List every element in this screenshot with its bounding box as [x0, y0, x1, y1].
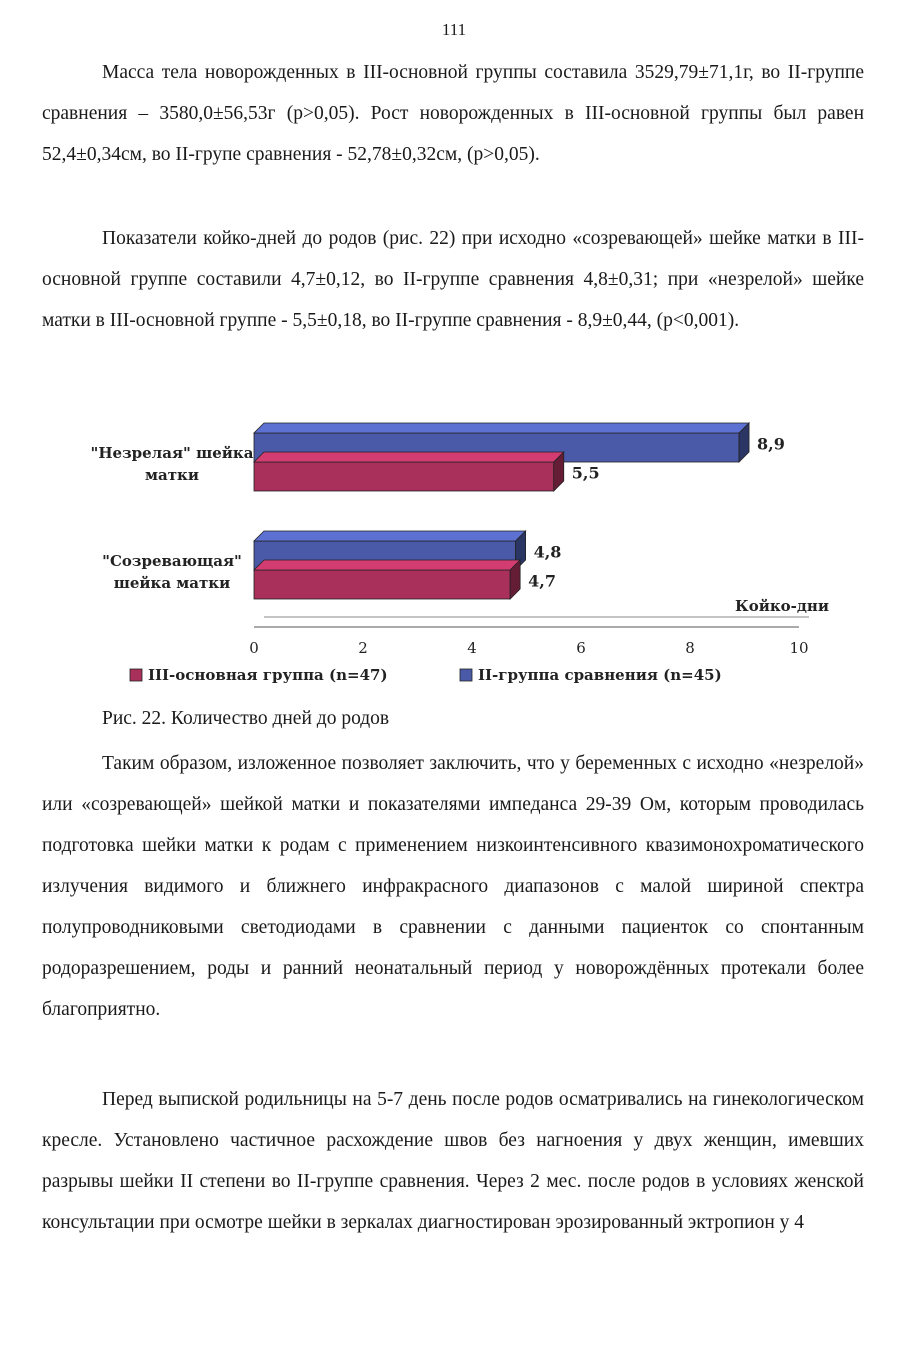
data-label-1-0: 5,5 [571, 463, 600, 483]
legend-swatch-1 [460, 669, 472, 681]
x-tick-label-0: 0 [249, 639, 259, 657]
bar-1-1 [254, 570, 510, 599]
data-label-1-1: 4,7 [528, 571, 556, 591]
page-number: 111 [441, 20, 467, 39]
figure-caption: Рис. 22. Количество дней до родов [102, 708, 390, 729]
chart-svg [40, 405, 870, 705]
x-tick-label-5: 10 [789, 639, 809, 657]
bar-1-0 [254, 462, 554, 491]
bar-top-0-0 [254, 423, 749, 433]
x-tick-label-3: 6 [576, 639, 586, 657]
data-label-0-0: 8,9 [757, 434, 785, 454]
paragraph-conclusion: Таким образом, изложенное позволяет заключить, что у беременных с исходно «незрелой» или «созревающей» шейкой матки и показателями импеданса 29-39 Ом, которым проводилась подготовка шейки матки к родам с применением низкоинтенсивного квазимонохроматического излучения видимого и ближнего инфракрасного диапазонов с малой шириной спектра полупроводниковыми светодиодами в сравнении с данными пациенток со спонтанным родоразрешением, роды и ранний неонатальный период у новорождённых протекали более благоприятно. [42, 753, 864, 1020]
paragraph-newborn-weight: Масса тела новорожденных в III-основной группы составила 3529,79±71,1г, во II-группе сравнения – 3580,0±56,53г (p>0,05). Рост новорожденных в III-основной группы был равен 52,4±0,34см, во II-групе сравнения - 52,78±0,32см, (p>0,05). [42, 62, 864, 165]
bar-top-1-0 [254, 452, 564, 462]
paragraph-bed-days: Показатели койко-дней до родов (рис. 22) при исходно «созревающей» шейке матки в III-основной группе составили 4,7±0,12, во II-группе сравнения 4,8±0,31; при «незрелой» шейке матки в III-основной группе - 5,5±0,18, во II-группе сравнения - 8,9±0,44, (p<0,001). [42, 228, 864, 331]
legend-swatch-0 [130, 669, 142, 681]
data-label-0-1: 4,8 [533, 542, 562, 562]
legend-label-0: III-основная группа (n=47) [148, 666, 388, 684]
x-tick-label-1: 2 [358, 639, 368, 657]
x-tick-label-4: 8 [685, 639, 695, 657]
x-axis-label: Койко-дни [735, 597, 829, 615]
bar-top-0-1 [254, 531, 526, 541]
paragraph-postpartum-exam: Перед выпиской родильницы на 5-7 день после родов осматривались на гинекологическом кресле. Установлено частичное расхождение швов без нагноения у двух женщин, имевших разрывы шейки II степени во II-группе сравнения. Через 2 мес. после родов в условиях женской консультации при осмотре шейки в зеркалах диагностирован эрозированный эктропион у 4 [42, 1089, 864, 1233]
category-label-1-0: "Созревающая" [102, 552, 242, 570]
x-tick-label-2: 4 [467, 639, 477, 657]
legend-label-1: II-группа сравнения (n=45) [478, 666, 722, 684]
category-label-1-1: шейка матки [113, 574, 231, 592]
bed-days-bar-chart [40, 405, 870, 705]
category-label-0-1: матки [144, 466, 200, 484]
category-label-0-0: "Незрелая" шейка [90, 444, 254, 462]
bar-top-1-1 [254, 560, 520, 570]
